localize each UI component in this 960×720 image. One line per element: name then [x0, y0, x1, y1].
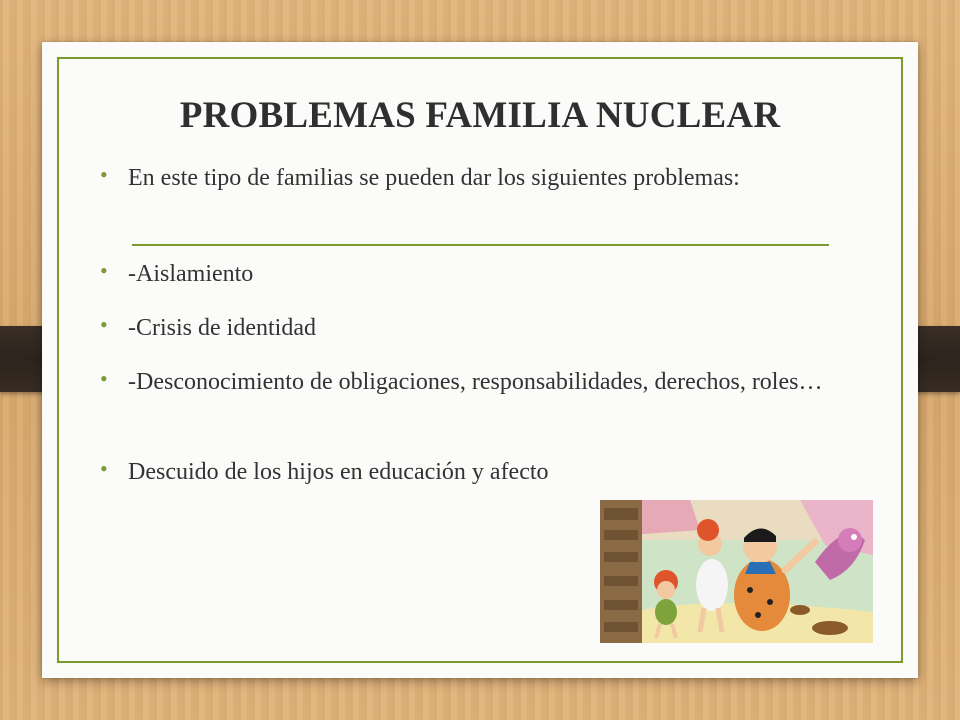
bullet-dot-icon: • [100, 312, 108, 337]
bullet-text: -Crisis de identidad [128, 315, 316, 341]
slide-title: PROBLEMAS FAMILIA NUCLEAR [179, 95, 781, 136]
bullet-text: -Aislamiento [128, 261, 254, 287]
bullet-dot-icon: • [100, 456, 108, 481]
title-underline [132, 244, 829, 246]
bullet-text: -Desconocimiento de obligaciones, responsabilidades, derechos, roles… [128, 369, 823, 395]
bullet-text: Descuido de los hijos en educación y afecto [128, 459, 549, 485]
bullet-text: En este tipo de familias se pueden dar los siguientes problemas: [128, 165, 740, 191]
cartoon-illustration-svg [600, 500, 873, 643]
slide-card [42, 42, 918, 678]
cartoon-family-image [600, 500, 873, 643]
bullet-dot-icon: • [100, 162, 108, 187]
bullet-dot-icon: • [100, 258, 108, 283]
bullet-dot-icon: • [100, 366, 108, 391]
